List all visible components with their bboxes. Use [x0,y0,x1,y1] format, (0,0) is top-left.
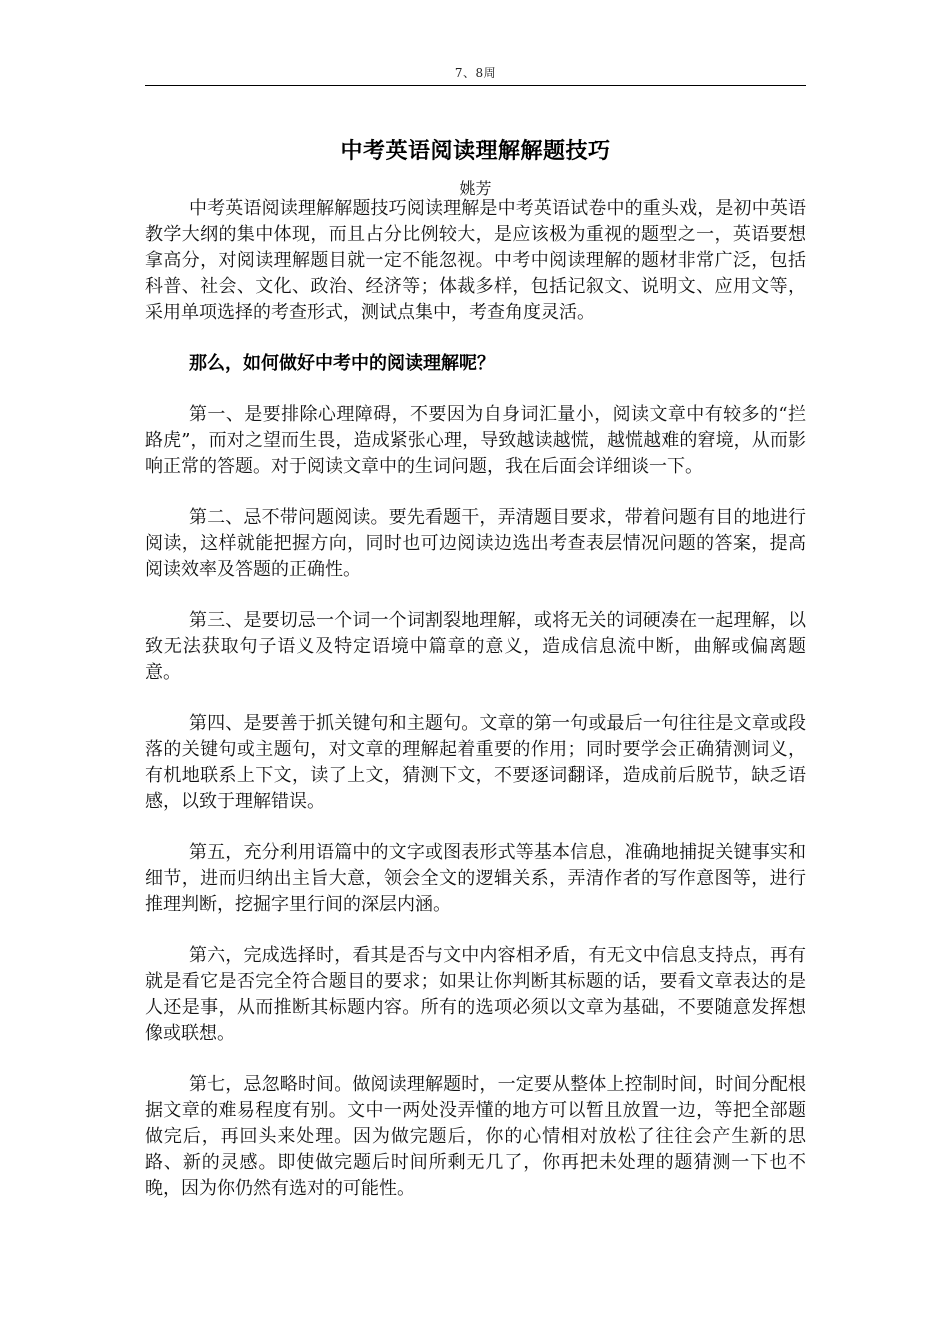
document-title: 中考英语阅读理解解题技巧 [340,138,611,164]
page-header: 7、8周 [454,66,497,80]
header-divider [145,85,806,86]
paragraph-6: 第六，完成选择时，看其是否与文中内容相矛盾，有无文中信息支持点，再有就是看它是否完全符合题目的要求；如果让你判断其标题的话，要看文章表达的是人还是事，从而推断其标题内容。所有的选项必须以文章为基础，不要随意发挥想像或联想。 [145,945,806,1044]
intro-paragraph: 中考英语阅读理解解题技巧阅读理解是中考英语试卷中的重头戏，是初中英语教学大纲的集中体现，而且占分比例较大，是应该极为重视的题型之一，英语要想拿高分，对阅读理解题目就一定不能忽视。中考中阅读理解的题材非常广泛，包括科普、社会、文化、政治、经济等；体裁多样，包括记叙文、说明文、应用文等，采用单项选择的考查形式，测试点集中，考查角度灵活。 [145,198,806,323]
paragraph-1: 第一、是要排除心理障碍，不要因为自身词汇量小，阅读文章中有较多的“拦路虎”，而对之望而生畏，造成紧张心理，导致越读越慌，越慌越难的窘境，从而影响正常的答题。对于阅读文章中的生词问题，我在后面会详细谈一下。 [145,404,806,477]
section-heading: 那么，如何做好中考中的阅读理解呢？ [189,353,495,374]
paragraph-4: 第四、是要善于抓关键句和主题句。文章的第一句或最后一句往往是文章或段落的关键句或主题句，对文章的理解起着重要的作用；同时要学会正确猜测词义，有机地联系上下文，读了上文，猜测下文，不要逐词翻译，造成前后脱节，缺乏语感，以致于理解错误。 [145,713,806,812]
paragraph-7: 第七，忌忽略时间。做阅读理解题时，一定要从整体上控制时间，时间分配根据文章的难易程度有别。文中一两处没弄懂的地方可以暂且放置一边，等把全部题做完后，再回头来处理。因为做完题后，你的心情相对放松了往往会产生新的思路、新的灵感。即使做完题后时间所剩无几了，你再把未处理的题猜测一下也不晚，因为你仍然有选对的可能性。 [145,1074,806,1199]
paragraph-5: 第五，充分利用语篇中的文字或图表形式等基本信息，准确地捕捉关键事实和细节，进而归纳出主旨大意，领会全文的逻辑关系，弄清作者的写作意图等，进行推理判断，挖掘字里行间的深层内涵。 [145,842,806,915]
document-author: 姚芳 [459,179,492,198]
paragraph-3: 第三、是要切忌一个词一个词割裂地理解，或将无关的词硬凑在一起理解，以致无法获取句子语义及特定语境中篇章的意义，造成信息流中断，曲解或偏离题意。 [145,610,806,683]
paragraph-2: 第二、忌不带问题阅读。要先看题干，弄清题目要求，带着问题有目的地进行阅读，这样就能把握方向，同时也可边阅读边选出考查表层情况问题的答案，提高阅读效率及答题的正确性。 [145,507,806,580]
document-body [145,196,806,1202]
